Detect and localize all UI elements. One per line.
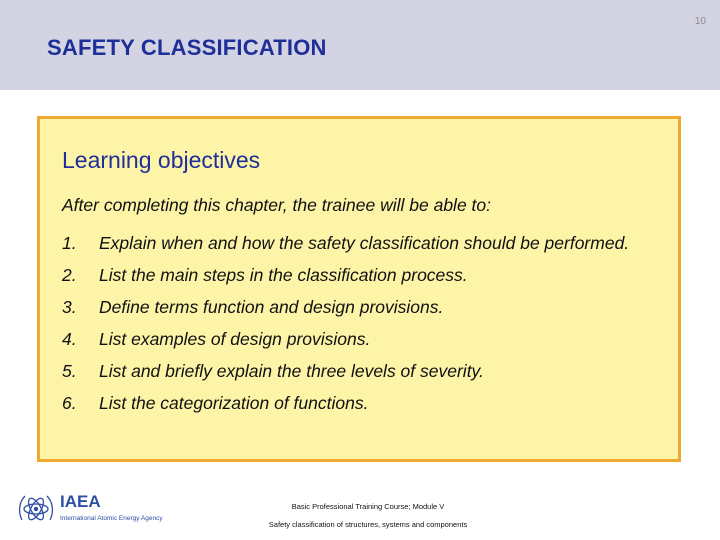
objective-item — [62, 231, 662, 255]
objectives-list — [62, 231, 662, 423]
intro-text: After completing this chapter, the trainee will be able to: — [62, 195, 491, 215]
box-heading: Learning objectives — [62, 147, 261, 173]
objective-text: List and briefly explain the three levels of severity. — [99, 361, 484, 381]
objective-item — [62, 327, 662, 351]
objective-number: 2. — [62, 265, 77, 285]
objective-item — [62, 295, 662, 319]
objective-text: List the main steps in the classification process. — [99, 265, 468, 285]
objective-number: 5. — [62, 361, 77, 381]
footer-topic-line: Safety classification of structures, systems and components — [268, 520, 468, 529]
objective-item — [62, 391, 662, 415]
logo-wordmark: IAEA — [60, 492, 101, 511]
slide-title: SAFETY CLASSIFICATION — [47, 35, 327, 60]
logo-subtitle: International Atomic Energy Agency — [60, 515, 163, 522]
page-number: 10 — [694, 16, 706, 27]
objective-number: 4. — [62, 329, 77, 349]
learning-objectives-box — [37, 116, 681, 462]
objective-text: List the categorization of functions. — [99, 393, 369, 413]
objective-number: 3. — [62, 297, 77, 317]
objective-text: Explain when and how the safety classification should be performed. — [99, 233, 630, 253]
footer-course-line: Basic Professional Training Course; Module V — [291, 502, 445, 511]
objective-item — [62, 263, 662, 287]
objective-text: List examples of design provisions. — [99, 329, 371, 349]
objective-item — [62, 359, 662, 383]
objective-text: Define terms function and design provisions. — [99, 297, 444, 317]
objective-number: 1. — [62, 233, 77, 253]
objective-number: 6. — [62, 393, 77, 413]
